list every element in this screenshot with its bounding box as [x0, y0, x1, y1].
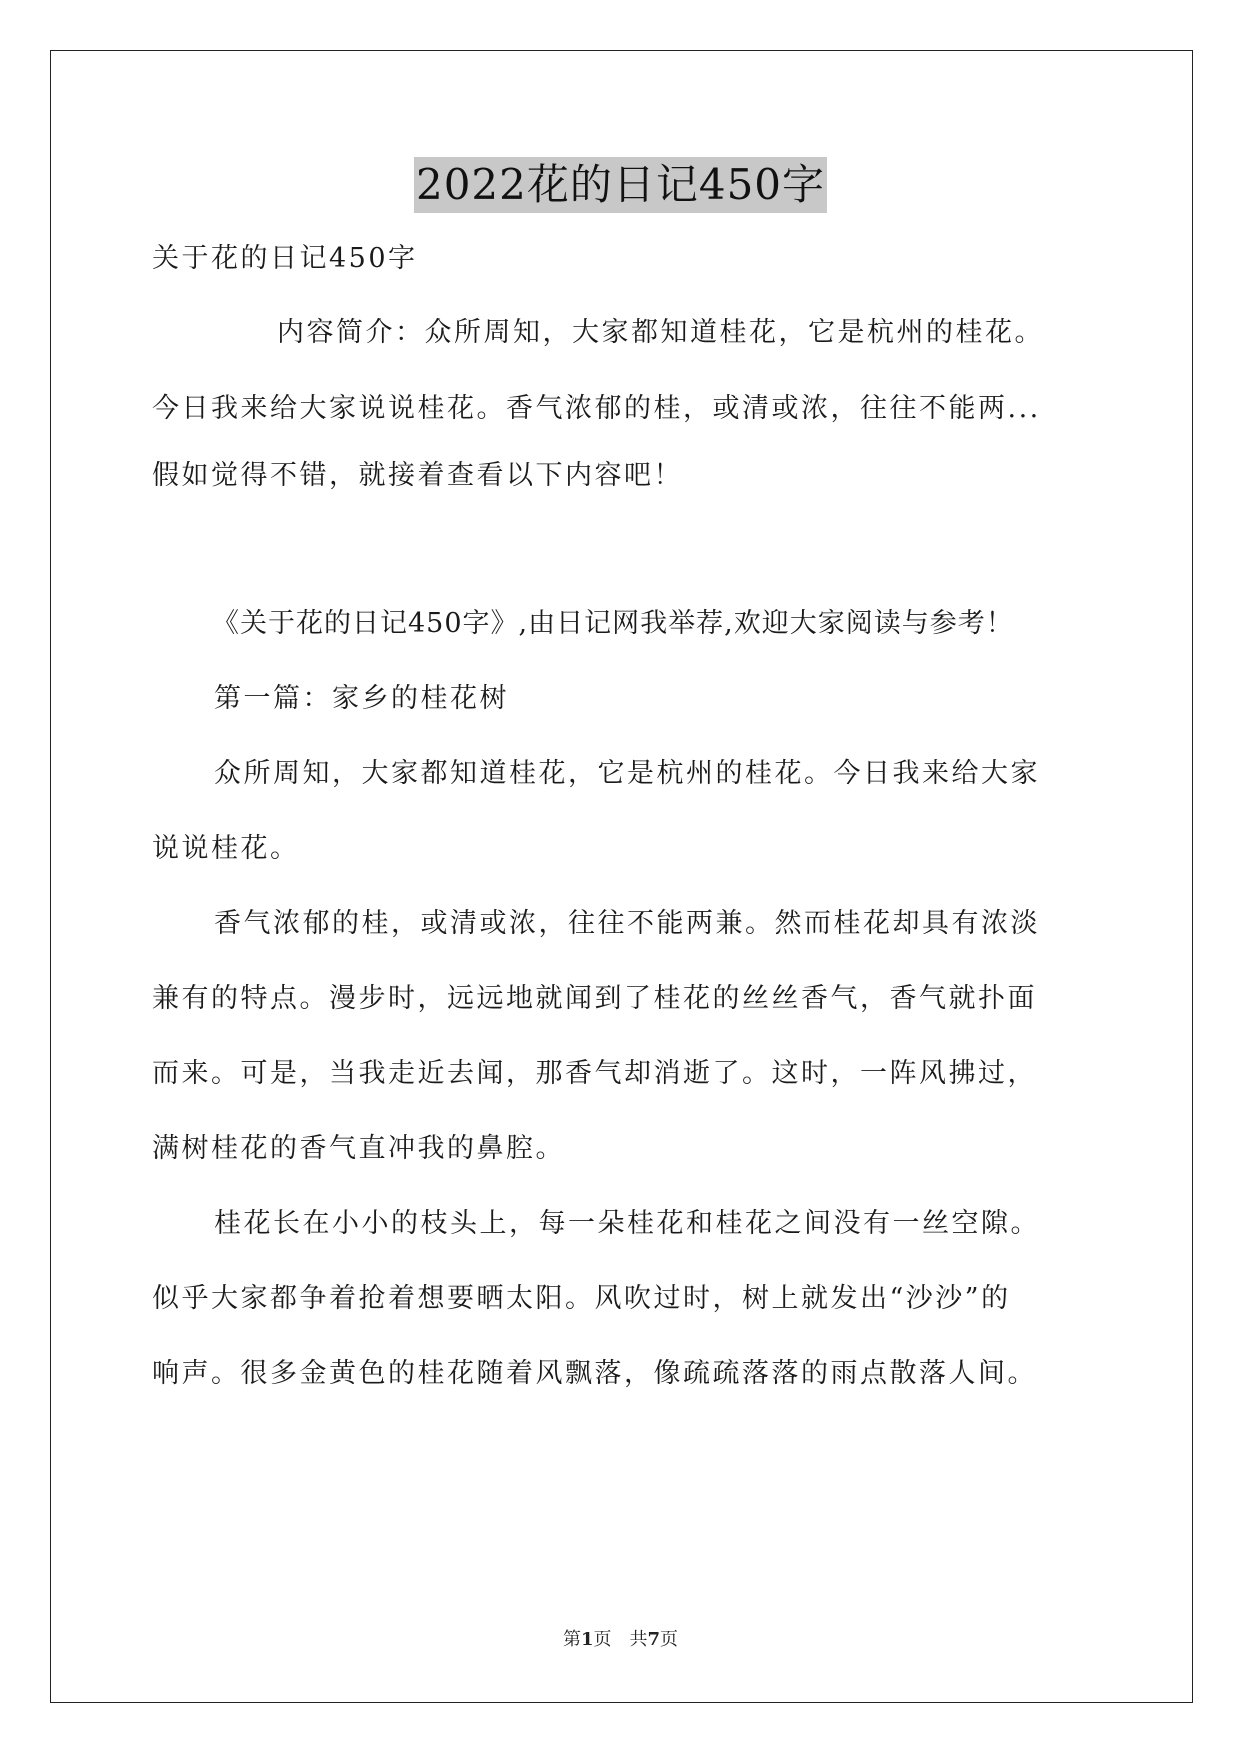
paragraph-line: 而来。可是，当我走近去闻，那香气却消逝了。这时，一阵风拂过，: [152, 1058, 1037, 1089]
footer-prefix: 第: [562, 1629, 581, 1650]
recommend-line: 《关于花的日记450字》,由日记网我举荐,欢迎大家阅读与参考！: [212, 608, 1014, 639]
current-page-number: 1: [580, 1629, 594, 1650]
paragraph-line: 香气浓郁的桂，或清或浓，往往不能两兼。然而桂花却具有浓淡: [214, 908, 1040, 939]
document-title: 2022花的日记450字: [414, 157, 827, 213]
paragraph-line: 说说桂花。: [152, 833, 300, 864]
paragraph-line: 似乎大家都争着抢着想要晒太阳。风吹过时，树上就发出“沙沙”的: [152, 1283, 1011, 1314]
title-container: [0, 157, 1241, 213]
total-pages-number: 7: [647, 1629, 661, 1650]
page-border: [50, 50, 1193, 1703]
intro-line: 假如觉得不错，就接着查看以下内容吧！: [152, 460, 683, 491]
footer-mid: 页 共: [593, 1629, 648, 1650]
paragraph-line: 众所周知，大家都知道桂花，它是杭州的桂花。今日我来给大家: [214, 758, 1040, 789]
paragraph-line: 响声。很多金黄色的桂花随着风飘落，像疏疏落落的雨点散落人间。: [152, 1358, 1037, 1389]
paragraph-line: 满树桂花的香气直冲我的鼻腔。: [152, 1133, 565, 1164]
subtitle: 关于花的日记450字: [152, 243, 418, 274]
intro-line: 今日我来给大家说说桂花。香气浓郁的桂，或清或浓，往往不能两...: [152, 393, 1041, 424]
intro-line: 内容简介：众所周知，大家都知道桂花，它是杭州的桂花。: [277, 317, 1044, 348]
footer-suffix: 页: [660, 1629, 679, 1650]
paragraph-line: 兼有的特点。漫步时，远远地就闻到了桂花的丝丝香气，香气就扑面: [152, 983, 1037, 1014]
page-footer: [0, 1628, 1241, 1652]
section-heading: 第一篇：家乡的桂花树: [214, 683, 509, 714]
paragraph-line: 桂花长在小小的枝头上，每一朵桂花和桂花之间没有一丝空隙。: [214, 1208, 1040, 1239]
